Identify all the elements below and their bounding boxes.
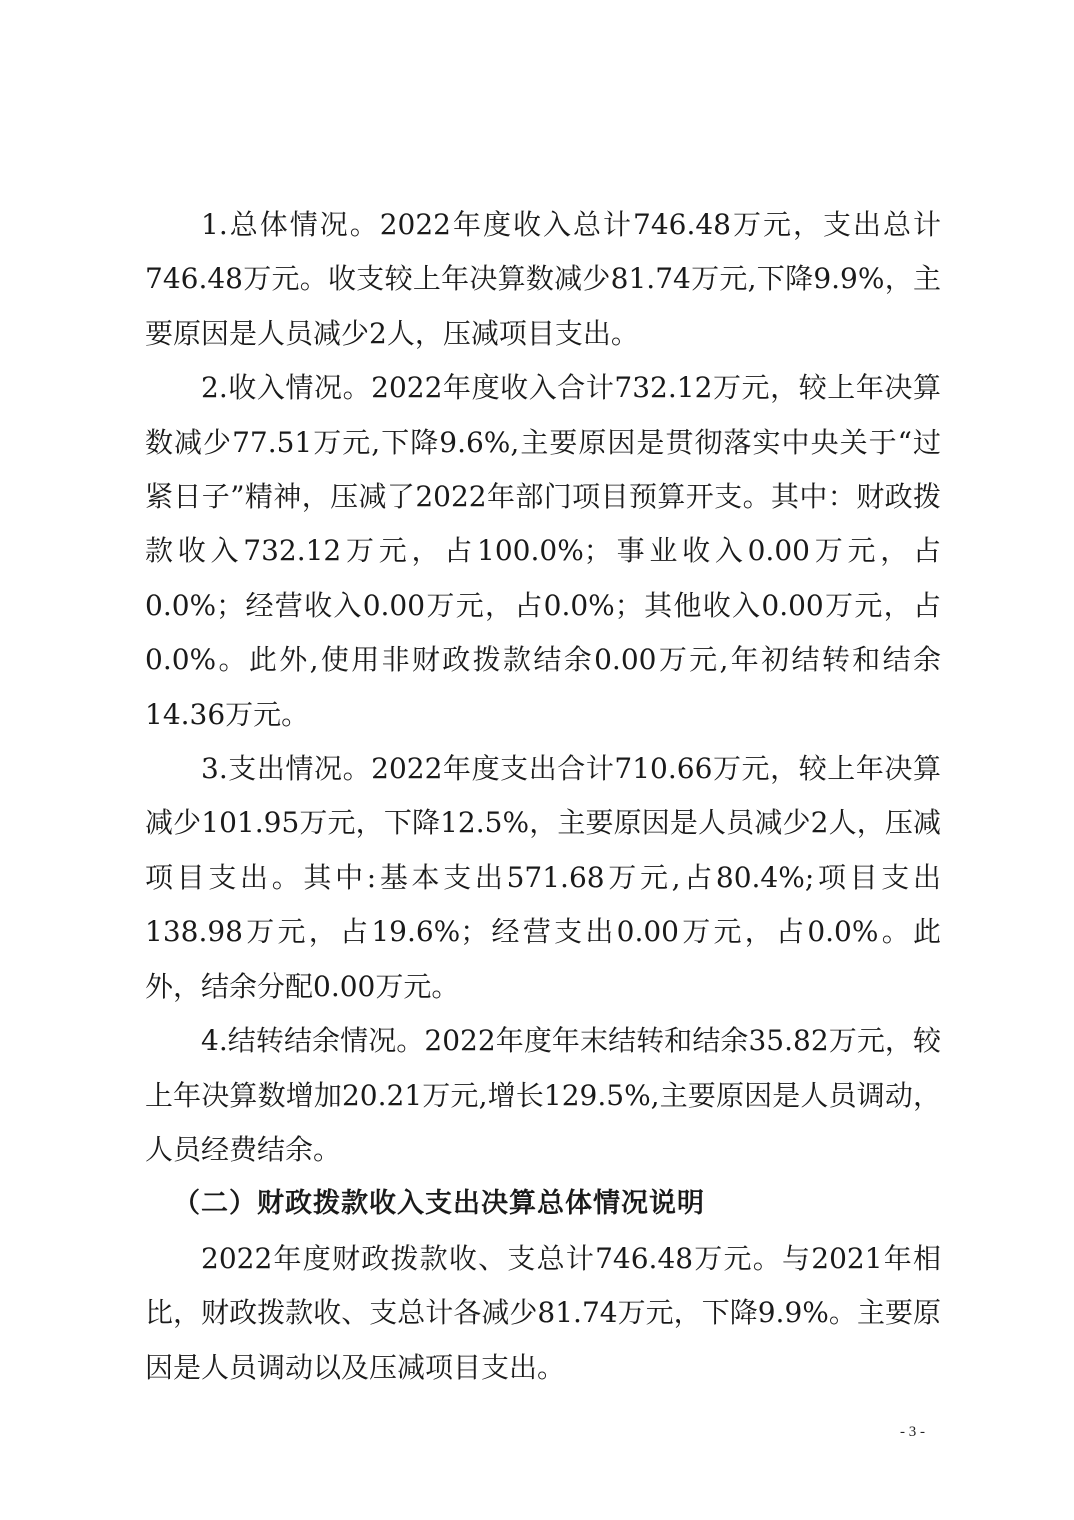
document-body (145, 198, 941, 1395)
section-heading: （二）财政拨款收入支出决算总体情况说明 (173, 1188, 705, 1220)
page-number: - 3 - (900, 1424, 925, 1440)
paragraph-expenditure: 3.支出情况。2022年度支出合计710.66万元，较上年决算减少101.95万元，下降12.5%，主要原因是人员减少2人，压减项目支出。其中:基本支出571.68万元,占80.4%;项目支出138.98万元，占19.6%；经营支出0.00万元，占0.0%。此外，结余分配0.00万元。 (145, 752, 941, 1003)
paragraph-carryover: 4.结转结余情况。2022年度年末结转和结余35.82万元，较上年决算数增加20.21万元,增长129.5%,主要原因是人员调动，人员经费结余。 (145, 1024, 941, 1166)
paragraph-income: 2.收入情况。2022年度收入合计732.12万元，较上年决算数减少77.51万元,下降9.6%,主要原因是贯彻落实中央关于“过紧日子”精神，压减了2022年部门项目预算开支。其中：财政拨款收入732.12万元，占100.0%；事业收入0.00万元，占0.0%；经营收入0.00万元，占0.0%；其他收入0.00万元，占0.0%。此外,使用非财政拨款结余0.00万元,年初结转和结余14.36万元。 (145, 371, 941, 731)
paragraph-fiscal-appropriation: 2022年度财政拨款收、支总计746.48万元。与2021年相比，财政拨款收、支总计各减少81.74万元，下降9.9%。主要原因是人员调动以及压减项目支出。 (145, 1241, 941, 1384)
paragraph-overall: 1.总体情况。2022年度收入总计746.48万元，支出总计746.48万元。收支较上年决算数减少81.74万元,下降9.9%，主要原因是人员减少2人，压减项目支出。 (145, 208, 941, 350)
